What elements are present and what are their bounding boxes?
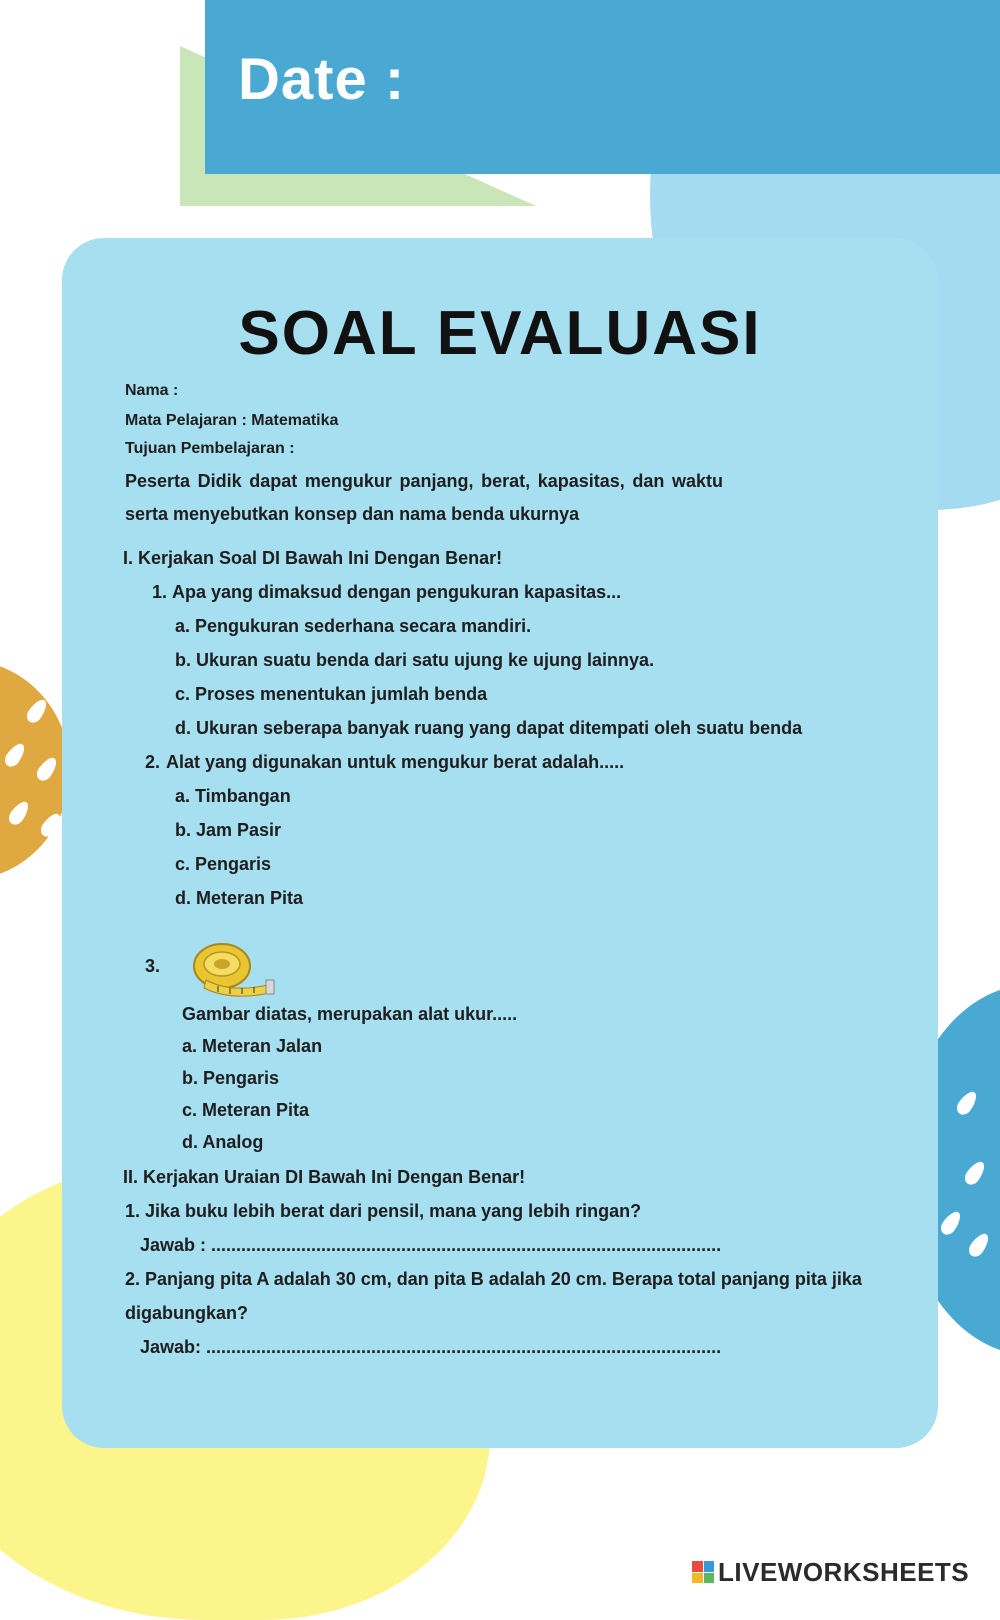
objective-word: berat, xyxy=(481,471,531,491)
question-1-option-c[interactable]: c. Proses menentukan jumlah benda xyxy=(175,684,488,704)
question-2-text: Alat yang digunakan untuk mengukur berat adalah..... xyxy=(166,752,625,772)
question-1-option-a[interactable]: a. Pengukuran sederhana secara mandiri. xyxy=(175,616,532,636)
objective-word: mengukur xyxy=(304,471,392,491)
essay-question-1: 1. Jika buku lebih berat dari pensil, mana yang lebih ringan? xyxy=(125,1201,642,1221)
objective-line-1 xyxy=(125,471,723,492)
liveworksheets-brand[interactable] xyxy=(692,1557,969,1587)
objective-word: dapat xyxy=(249,471,298,491)
essay-question-2-line-2: digabungkan? xyxy=(125,1303,248,1323)
question-2-option-b[interactable]: b. Jam Pasir xyxy=(175,820,282,840)
question-1-option-b[interactable]: b. Ukuran suatu benda dari satu ujung ke ujung lainnya. xyxy=(175,650,655,670)
question-2-option-c[interactable]: c. Pengaris xyxy=(175,854,272,874)
liveworksheets-logo-icon xyxy=(692,1561,714,1583)
question-2-option-a[interactable]: a. Timbangan xyxy=(175,786,291,806)
essay-question-2-line-1: 2. Panjang pita A adalah 30 cm, dan pita B adalah 20 cm. Berapa total panjang pita jika xyxy=(125,1269,862,1289)
worksheet-title: SOAL EVALUASI xyxy=(238,299,762,368)
objective-label: Tujuan Pembelajaran : xyxy=(125,440,295,457)
question-3-option-b[interactable]: b. Pengaris xyxy=(182,1068,280,1088)
objective-word: waktu xyxy=(671,471,723,491)
date-label: Date : xyxy=(238,47,406,112)
measuring-tape-icon xyxy=(192,940,276,998)
question-3-number: 3. xyxy=(145,956,161,976)
question-3-option-a[interactable]: a. Meteran Jalan xyxy=(182,1036,323,1056)
name-field-label: Nama : xyxy=(125,382,179,399)
objective-word: Didik xyxy=(197,471,242,491)
section-1-heading: I. Kerjakan Soal DI Bawah Ini Dengan Benar! xyxy=(123,548,503,568)
objective-word: kapasitas, xyxy=(537,471,625,491)
question-1-number: 1. xyxy=(152,582,168,602)
decor-orange-blob xyxy=(0,660,70,880)
question-1-option-d[interactable]: d. Ukuran seberapa banyak ruang yang dapat ditempati oleh suatu benda xyxy=(175,718,803,738)
objective-word: dan xyxy=(632,471,665,491)
objective-word: panjang, xyxy=(399,471,474,491)
essay-answer-2[interactable]: Jawab: ....................................................................................................... xyxy=(140,1337,722,1357)
subject-line: Mata Pelajaran : Matematika xyxy=(125,412,339,429)
question-3-option-d[interactable]: d. Analog xyxy=(182,1132,264,1152)
question-3-option-c[interactable]: c. Meteran Pita xyxy=(182,1100,310,1120)
question-3-text: Gambar diatas, merupakan alat ukur..... xyxy=(182,1004,518,1024)
essay-answer-1[interactable]: Jawab : ...................................................................................................... xyxy=(140,1235,722,1255)
question-1-text: Apa yang dimaksud dengan pengukuran kapasitas... xyxy=(172,582,622,602)
brand-name: LIVEWORKSHEETS xyxy=(718,1556,970,1587)
objective-line-2: serta menyebutkan konsep dan nama benda ukurnya xyxy=(125,504,580,524)
question-2-option-d[interactable]: d. Meteran Pita xyxy=(175,888,304,908)
question-2-number: 2. xyxy=(145,752,161,772)
section-2-heading: II. Kerjakan Uraian DI Bawah Ini Dengan Benar! xyxy=(123,1167,526,1187)
objective-word: Peserta xyxy=(125,471,191,491)
